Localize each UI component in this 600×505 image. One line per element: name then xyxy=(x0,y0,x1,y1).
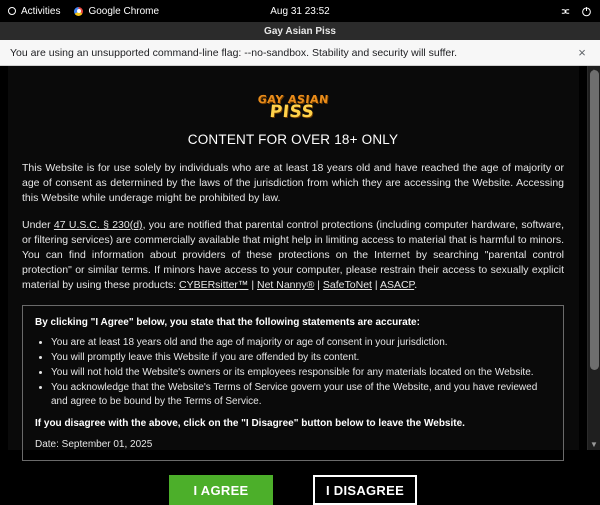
link-usc-230d[interactable]: 47 U.S.C. § 230(d) xyxy=(53,219,143,231)
chrome-infobar xyxy=(0,40,600,66)
agreement-date: Date: September 01, 2025 xyxy=(35,439,153,450)
list-item: • You will not hold the Website's owners or its employees responsible for any materials located on the Website. xyxy=(51,366,551,380)
list-item: • You will promptly leave this Website if you are offended by its content. xyxy=(51,351,551,365)
list-item: • You acknowledge that the Website's Terms of Service govern your use of the Website, and you have reviewed and agree to be bound by the Terms of Service. xyxy=(51,381,551,409)
window-title-text: Gay Asian Piss xyxy=(264,25,336,37)
chrome-icon xyxy=(74,7,83,16)
gnome-top-bar xyxy=(0,0,600,22)
chrome-app-label: Google Chrome xyxy=(88,5,160,17)
app-indicator-chrome[interactable] xyxy=(74,6,159,17)
agreement-footnote: If you disagree with the above, click on the "I Disagree" button below to leave the Website. xyxy=(35,418,465,429)
power-icon xyxy=(581,6,592,17)
page-title: CONTENT FOR OVER 18+ ONLY xyxy=(187,132,399,147)
top-bar-status-group[interactable] xyxy=(560,6,592,17)
logo-line-1: GAY ASIAN xyxy=(257,93,330,106)
site-logo xyxy=(22,94,564,122)
link-safetonet[interactable]: SafeToNet xyxy=(322,279,372,291)
clock[interactable]: Aug 31 23:52 xyxy=(270,5,330,17)
page-scrollbar[interactable] xyxy=(587,66,600,450)
paragraph2-pre: Under xyxy=(22,219,54,231)
age-verification-content xyxy=(0,66,586,505)
list-item: • You are at least 18 years old and the age of majority or age of consent in your jurisdiction. xyxy=(51,336,551,350)
sep-3: | xyxy=(371,279,380,291)
dot-icon xyxy=(8,7,16,15)
infobar-message: You are using an unsupported command-line flag: --no-sandbox. Stability and security will suffer. xyxy=(10,46,458,59)
window-title-bar xyxy=(0,22,600,40)
scroll-down-arrow[interactable]: ▼ xyxy=(590,440,598,449)
agreement-lead: By clicking "I Agree" below, you state that the following statements are accurate: xyxy=(35,317,420,328)
action-buttons xyxy=(22,475,564,505)
disclaimer-paragraph-1: This Website is for use solely by individuals who are at least 18 years old and have reached the age of majority or age of consent as determined by the laws of the jurisdiction from which they are accessing the Website. Accessing this Website while underage might be prohibited by law. xyxy=(22,162,564,204)
activities-button[interactable] xyxy=(8,6,60,17)
logo-line-2: PISS xyxy=(269,102,316,122)
agree-button[interactable]: I AGREE xyxy=(169,475,273,505)
agreement-box xyxy=(22,305,564,461)
disclaimer-paragraph-2 xyxy=(22,218,564,293)
network-icon xyxy=(560,6,571,17)
agreement-bullet-list xyxy=(35,336,551,409)
paragraph2-end: . xyxy=(414,279,418,291)
link-asacp[interactable]: ASACP xyxy=(379,279,415,291)
site-logo-text xyxy=(256,93,330,122)
scrollbar-thumb[interactable] xyxy=(590,70,599,370)
sep-2: | xyxy=(314,279,323,291)
paragraph2-mid: , you are notified that parental control protections (including computer hardware, software, or filtering services) are commercially available that might help in limiting access to material that is harmful to minors. You can find information about providers of these protections on the Internet by searching "parental control protection" or similar terms. If minors have access to your computer, please restrain their access to sexually explicit material by using these products: xyxy=(22,219,564,291)
page-left-gutter xyxy=(0,66,8,450)
sep-1: | xyxy=(248,279,257,291)
top-bar-left-group xyxy=(8,6,159,17)
close-icon[interactable]: × xyxy=(578,45,586,60)
page-right-gutter xyxy=(579,66,587,450)
activities-label: Activities xyxy=(21,5,61,17)
link-net-nanny[interactable]: Net Nanny® xyxy=(257,279,315,291)
page-viewport xyxy=(0,66,600,498)
link-cybersitter[interactable]: CYBERsitter™ xyxy=(179,279,249,291)
disagree-button[interactable]: I DISAGREE xyxy=(313,475,417,505)
